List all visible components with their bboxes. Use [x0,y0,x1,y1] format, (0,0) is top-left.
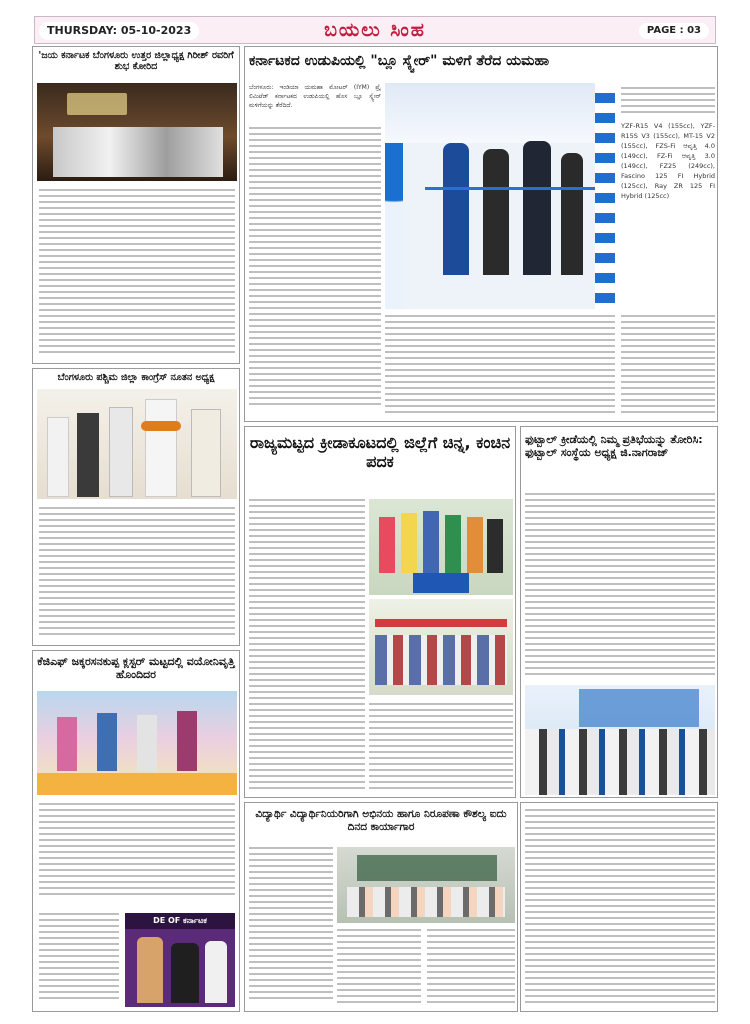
event-photo-hoarding [125,913,235,1007]
article-headline: ಕರ್ನಾಟಕದ ಉಡುಪಿಯಲ್ಲಿ "ಬ್ಲೂ ಸ್ಕ್ವೇರ್" ಮಳಿಗೆ ತೆರೆದ ಯಮಹಾ [249,53,550,69]
article-body [621,87,715,117]
article-body [249,127,381,419]
article-body [525,809,715,1009]
medal-winners-photo [369,599,513,695]
article-jaya-karnataka [32,46,240,364]
newspaper-page [28,12,722,1014]
article-acting-workshop [244,802,518,1012]
article-intro: ಬೆಂಗಳೂರು: ಇಂಡಿಯಾ ಯಮಹಾ ಮೋಟರ್ (IYM) ಪ್ರೈ ಲಿಮಿಟೆಡ್ ಕರ್ನಾಟಕದ ಉಡುಪಿಯಲ್ಲಿ ಹೊಸ ಬ್ಲೂ ಸ್ಕ್ವೇರ್ ಮಳಿಗೆಯನ್ನು ತೆರೆದಿದೆ. [249,84,381,109]
store-opening-photo [385,83,615,309]
page-number: PAGE : 03 [639,23,709,39]
article-body [39,803,235,903]
event-photo [37,83,237,181]
event-photo [37,389,237,499]
podium-photo [369,499,513,595]
article-congress-president [32,368,240,646]
article-body [385,315,615,419]
article-body [249,499,365,795]
article-body [525,493,715,683]
article-body [249,847,333,1009]
article-headline: ಬೆಂಗಳೂರು ಪಶ್ಚಿಮ ಜಿಲ್ಲಾ ಕಾಂಗ್ರೆಸ್ ನೂತನ ಅಧ್ಯಕ್ಷ [57,372,215,383]
article-body [39,507,235,641]
article-body-continued [39,913,119,1007]
article-body [337,929,421,1009]
article-headline: ಫುಟ್ಬಾಲ್ ಕ್ರೀಡೆಯಲ್ಲಿ ನಿಮ್ಮ ಪ್ರತಿಭೆಯನ್ನು ತೋರಿಸಿ: ಫುಟ್ಬಾಲ್ ಸಂಸ್ಥೆಯ ಅಧ್ಯಕ್ಷ ಜಿ.ನಾಗರಾಜ್ [525,433,703,460]
football-event-photo [525,685,715,795]
issue-date: THURSDAY: 05-10-2023 [39,22,199,40]
newspaper-title: ಬಯಲು ಸಿಂಹ [324,19,426,41]
article-body [621,315,715,419]
workshop-photo [337,847,515,923]
article-headline: ರಾಜ್ಯಮಟ್ಟದ ಕ್ರೀಡಾಕೂಟದಲ್ಲಿ ಜಿಲ್ಲೆಗೆ ಚಿನ್ನ, ಕಂಚಿನ ಪದಕ [249,433,511,472]
article-headline: ಕೆಜಿಎಫ್ ಜಕ್ಕರಸನಕುಪ್ಪ ಕ್ಲಸ್ಟರ್ ಮಟ್ಟದಲ್ಲಿ ವಯೋನಿವೃತ್ತಿ ಹೊಂದಿದರ [37,655,235,682]
article-football-talent [520,426,718,798]
article-state-sports-meet [244,426,516,798]
masthead [34,16,716,44]
hoarding-text: DE OF ಕರ್ನಾಟಕ [125,913,235,929]
article-yamaha-udupi [244,46,718,422]
article-headline: ವಿದ್ಯಾರ್ಥಿ ವಿದ್ಯಾರ್ಥಿನಿಯರಿಗಾಗಿ ಅಭಿನಯ ಹಾಗೂ ನಿರೂಪಣಾ ಕೌಶಲ್ಯ ಐದು ದಿನದ ಕಾರ್ಯಾಗಾರ [255,808,507,833]
article-body [369,703,513,795]
article-body [427,929,515,1009]
article-body [39,189,235,361]
event-photo [37,691,237,795]
model-list: YZF-R15 V4 (155cc), YZF-R15S V3 (155cc), MT-15 V2 (155cc), FZS-Fi ಆವೃತ್ತಿ 4.0 (149cc), FZ-Fi ಆವೃತ್ತಿ 3.0 (149cc), FZ25 (249cc), Fascino 125 FI Hybrid (125cc), Ray ZR 125 FI Hybrid (125cc) [621,122,715,200]
article-football-continued [520,802,718,1012]
article-kgf-retirement [32,650,240,1012]
article-headline: 'ಜಯ ಕರ್ನಾಟಕ ಬೆಂಗಳೂರು ಉತ್ತರ ಜಿಲ್ಲಾಧ್ಯಕ್ಷ ಗಿರೀಶ್ ರವರಿಗೆ ಶುಭ ಕೋರಿದ [38,50,234,73]
